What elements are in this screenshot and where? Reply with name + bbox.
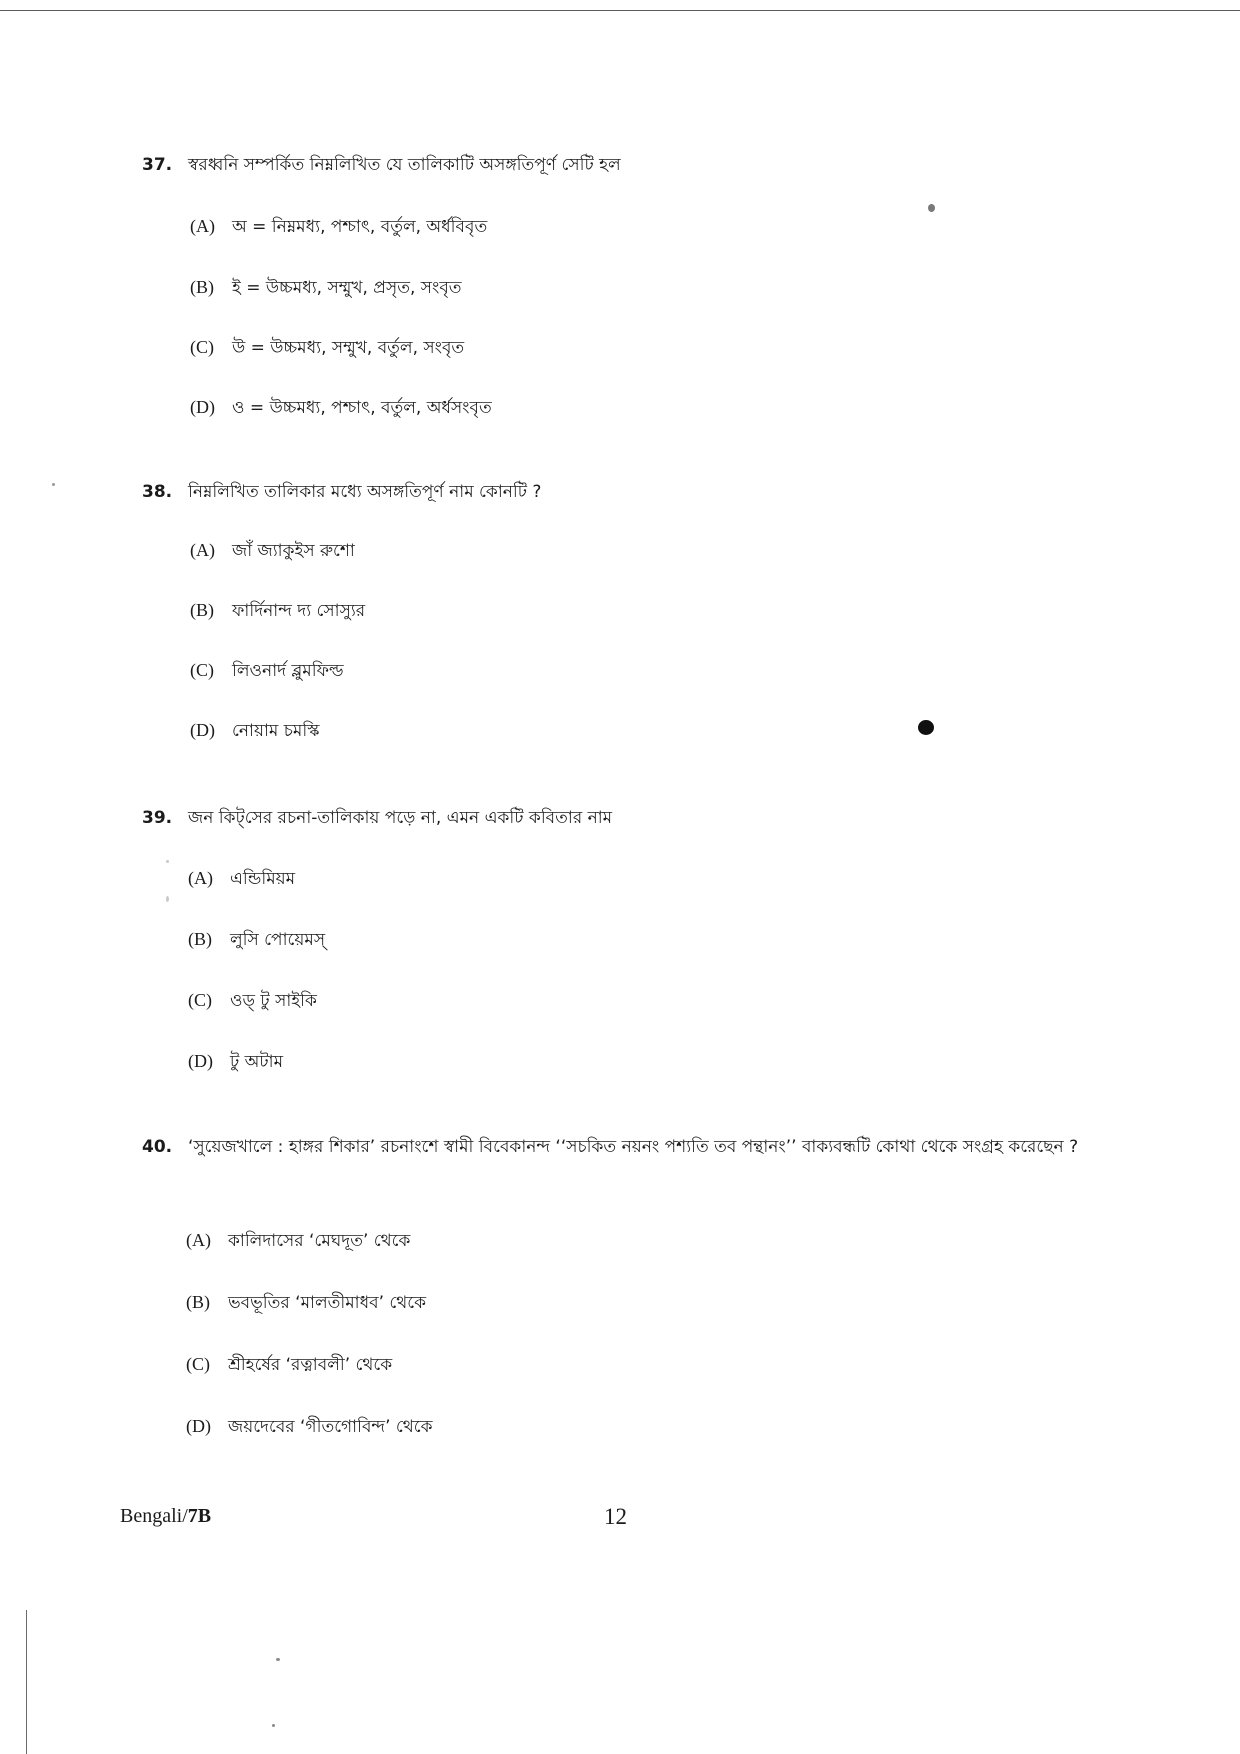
- option-38-d: [190, 718, 320, 746]
- option-text: নোয়াম চমস্কি: [232, 721, 320, 741]
- option-text: ভবভূতির ‘মালতীমাধব’ থেকে: [228, 1293, 427, 1313]
- top-border-line: [0, 10, 1240, 11]
- question-40: [142, 1133, 1142, 1162]
- option-label: (B): [190, 600, 214, 620]
- question-38: [142, 478, 1142, 507]
- option-text: লিওনার্দ ব্লুমফিল্ড: [232, 661, 344, 681]
- option-text: এন্ডিমিয়ম: [230, 869, 296, 889]
- question-number: 38.: [142, 482, 173, 502]
- question-text: জন কিট্‌সের রচনা-তালিকায় পড়ে না, এমন একটি কবিতার নাম: [188, 808, 613, 828]
- option-text: ওড্‌ টু সাইকি: [230, 991, 317, 1011]
- question-text: স্বরধ্বনি সম্পর্কিত নিম্নলিখিত যে তালিকাটি অসঙ্গতিপূর্ণ সেটি হল: [188, 155, 621, 175]
- option-37-a: [190, 214, 487, 242]
- option-39-d: [188, 1049, 283, 1077]
- question-number: 39.: [142, 808, 173, 828]
- option-40-b: [186, 1290, 426, 1318]
- scan-speck: [52, 483, 55, 486]
- question-text: নিম্নলিখিত তালিকার মধ্যে অসঙ্গতিপূর্ণ নাম কোনটি ?: [188, 482, 542, 502]
- option-label: (B): [186, 1292, 210, 1312]
- ink-blot: [918, 720, 934, 735]
- option-text: কালিদাসের ‘মেঘদূত’ থেকে: [228, 1231, 411, 1251]
- scan-speck: [166, 896, 169, 902]
- option-40-a: [186, 1228, 410, 1256]
- scan-speck: [928, 204, 935, 212]
- option-37-c: [190, 335, 464, 363]
- option-40-d: [186, 1414, 433, 1442]
- question-text: ‘সুয়েজখালে : হাঙ্গর শিকার’ রচনাংশে স্বামী বিবেকানন্দ ‘‘সচকিত নয়নং পশ্যতি তব পন্থানং’’ বাক্যবন্ধটি কোথা থেকে সংগ্রহ করেছেন ?: [188, 1137, 1079, 1157]
- page-number: 12: [604, 1504, 627, 1529]
- booklet-series: 7B: [187, 1505, 212, 1527]
- option-label: (C): [190, 337, 214, 357]
- option-label: (A): [190, 216, 215, 236]
- option-label: (C): [186, 1354, 210, 1374]
- option-38-c: [190, 658, 344, 686]
- option-label: (A): [188, 868, 213, 888]
- option-37-d: [190, 395, 492, 423]
- question-39: [142, 804, 1142, 833]
- option-text: জয়দেবের ‘গীতগোবিন্দ’ থেকে: [228, 1417, 433, 1437]
- option-label: (D): [190, 720, 215, 740]
- booklet-code: [120, 1505, 211, 1528]
- option-label: (D): [190, 397, 215, 417]
- option-text: উ = উচ্চমধ্য, সম্মুখ, বর্তুল, সংবৃত: [232, 338, 465, 358]
- option-37-b: [190, 275, 462, 303]
- option-label: (C): [190, 660, 214, 680]
- option-text: ও = উচ্চমধ্য, পশ্চাৎ, বর্তুল, অর্ধসংবৃত: [232, 398, 492, 418]
- option-38-b: [190, 598, 365, 626]
- option-label: (B): [190, 277, 214, 297]
- option-label: (B): [188, 929, 212, 949]
- option-label: (A): [186, 1230, 211, 1250]
- option-text: জাঁ জ্যাকুইস রুশো: [232, 541, 355, 561]
- option-text: ফার্দিনান্দ দ্য সোস্যুর: [232, 601, 366, 621]
- option-label: (C): [188, 990, 212, 1010]
- question-37: [142, 151, 1142, 180]
- option-text: শ্রীহর্ষের ‘রত্নাবলী’ থেকে: [228, 1355, 393, 1375]
- option-39-a: [188, 866, 295, 894]
- booklet-subject: Bengali/: [120, 1505, 188, 1527]
- option-label: (D): [188, 1051, 213, 1071]
- option-38-a: [190, 538, 355, 566]
- option-label: (A): [190, 540, 215, 560]
- left-margin-line: [26, 1610, 27, 1754]
- scan-speck: [166, 860, 169, 863]
- option-text: লুসি পোয়েমস্‌: [230, 930, 326, 950]
- scan-speck: [272, 1724, 275, 1727]
- option-39-b: [188, 927, 325, 955]
- option-text: ই = উচ্চমধ্য, সম্মুখ, প্রসৃত, সংবৃত: [232, 278, 462, 298]
- option-text: অ = নিম্নমধ্য, পশ্চাৎ, বর্তুল, অর্ধবিবৃত: [232, 217, 488, 237]
- option-39-c: [188, 988, 317, 1016]
- question-number: 37.: [142, 155, 173, 175]
- scan-speck: [276, 1658, 280, 1661]
- question-number: 40.: [142, 1137, 173, 1157]
- option-40-c: [186, 1352, 392, 1380]
- option-label: (D): [186, 1416, 211, 1436]
- option-text: টু অটাম: [230, 1052, 284, 1072]
